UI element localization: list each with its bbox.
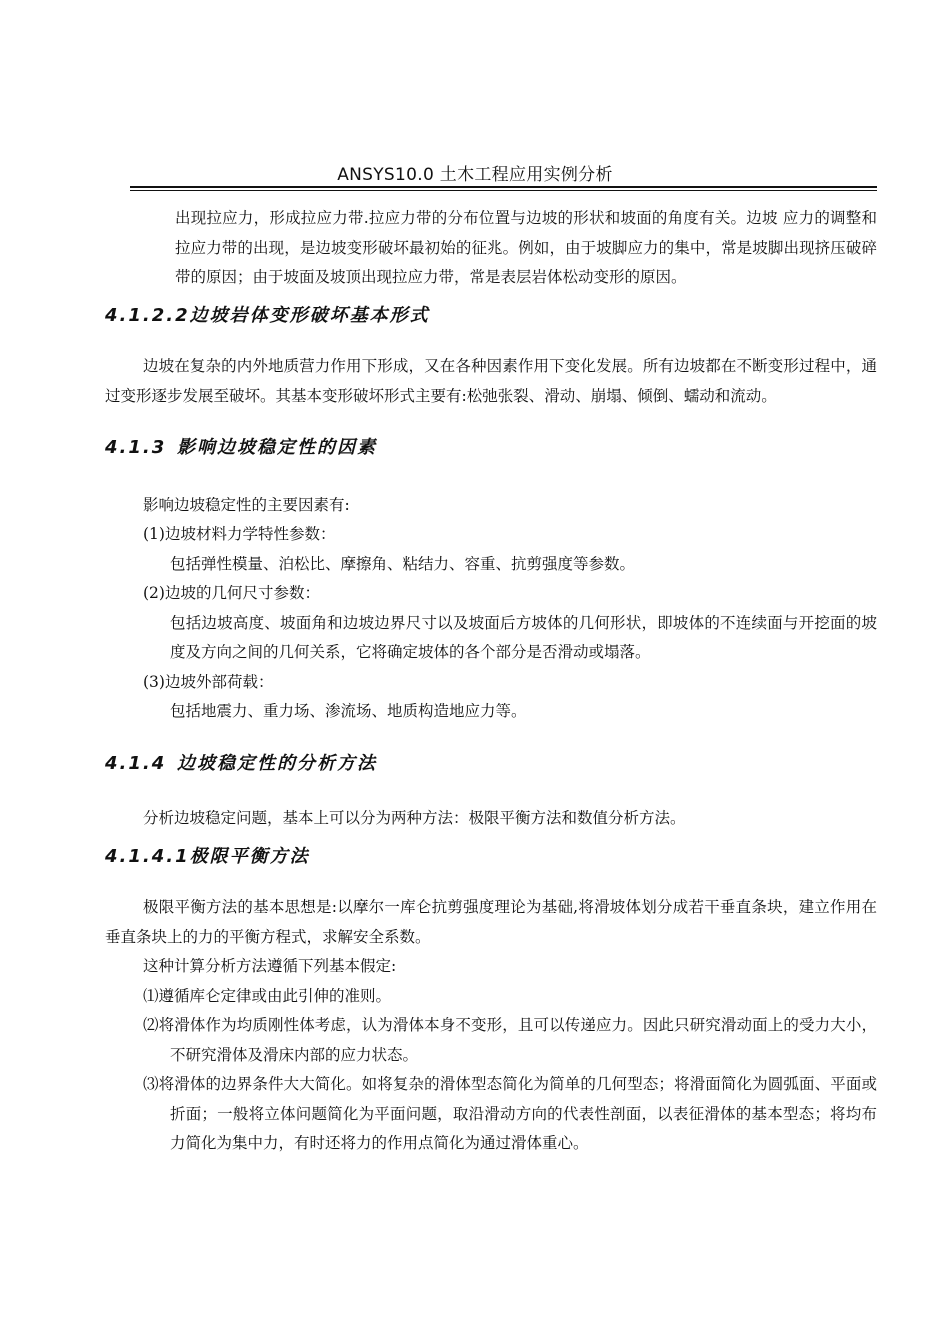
section-number: 4.1.2.2 (105, 304, 190, 326)
list-item: ⑴遵循库仑定律或由此引伸的准则。 (143, 986, 392, 1005)
section-heading-4-1-2-2 (105, 301, 877, 331)
list-item: ⑶将滑体的边界条件大大简化。如将复杂的滑体型态简化为简单的几何型态；将滑面简化为圆弧面、平面或折面；一般将立体问题简化为平面问题，取沿滑动方向的代表性剖面，以表征滑体的基本型态；将均布力简化为集中力，有时还将力的作用点简化为通过滑体重心。 (143, 1075, 877, 1152)
section-title: 影响边坡稳定性的因素 (177, 437, 377, 458)
section-title: 极限平衡方法 (189, 845, 310, 867)
list-item: ⑵将滑体作为均质刚性体考虑，认为滑体本身不变形，且可以传递应力。因此只研究滑动面上的受力大小，不研究滑体及滑床内部的应力状态。 (143, 1016, 877, 1064)
section-title: 边坡岩体变形破坏基本形式 (189, 304, 430, 326)
paragraph: 这种计算分析方法遵循下列基本假定: (143, 957, 397, 975)
header-rule-thick (130, 186, 877, 188)
paragraph: 分析边坡稳定问题，基本上可以分为两种方法：极限平衡方法和数值分析方法。 (143, 809, 686, 827)
section-number: 4.1.3 (105, 437, 167, 458)
paragraph: 影响边坡稳定性的主要因素有: (143, 495, 350, 514)
running-header: ANSYS10.0 土木工程应用实例分析 (337, 165, 613, 185)
list-item-body: 包括弹性模量、泊松比、摩擦角、粘结力、容重、抗剪强度等参数。 (170, 554, 636, 573)
section-heading-4-1-4 (105, 749, 877, 779)
list-item-label: (2)边坡的几何尺寸参数： (143, 584, 320, 602)
list-item-body: 包括地震力、重力场、渗流场、地质构造地应力等。 (170, 702, 527, 720)
page-body (105, 204, 877, 1159)
list-item-label: (3)边坡外部荷载： (143, 672, 274, 691)
section-heading-4-1-4-1 (105, 842, 877, 872)
section-number: 4.1.4 (105, 752, 167, 774)
list-item-body: 包括边坡高度、坡面角和边坡边界尺寸以及坡面后方坡体的几何形状，即坡体的不连续面与开挖面的坡度及方向之间的几何关系，它将确定坡体的各个部分是否滑动或塌落。 (170, 613, 877, 661)
continuation-paragraph: 出现拉应力，形成拉应力带.拉应力带的分布位置与边坡的形状和坡面的角度有关。边坡 应力的调整和拉应力带的出现，是边坡变形破坏最初始的征兆。例如，由于坡脚应力的集中，常是坡脚出现挤压破碎带的原因；由于坡面及坡顶出现拉应力带，常是表层岩体松动变形的原因。 (175, 209, 877, 286)
header-rule-thin (130, 190, 877, 191)
list-item-label: (1)边坡材料力学特性参数： (143, 525, 336, 543)
section-heading-4-1-3 (105, 433, 877, 463)
section-number: 4.1.4.1 (105, 845, 190, 867)
paragraph: 边坡在复杂的内外地质营力作用下形成，又在各种因素作用下变化发展。所有边坡都在不断变形过程中，通过变形逐步发展至破坏。其基本变形破坏形式主要有:松弛张裂、滑动、崩塌、倾倒、蠕动和流动。 (105, 357, 877, 405)
paragraph: 极限平衡方法的基本思想是:以摩尔一库仑抗剪强度理论为基础,将滑坡体划分成若干垂直条块，建立作用在垂直条块上的力的平衡方程式，求解安全系数。 (105, 898, 877, 946)
section-title: 边坡稳定性的分析方法 (177, 752, 377, 774)
